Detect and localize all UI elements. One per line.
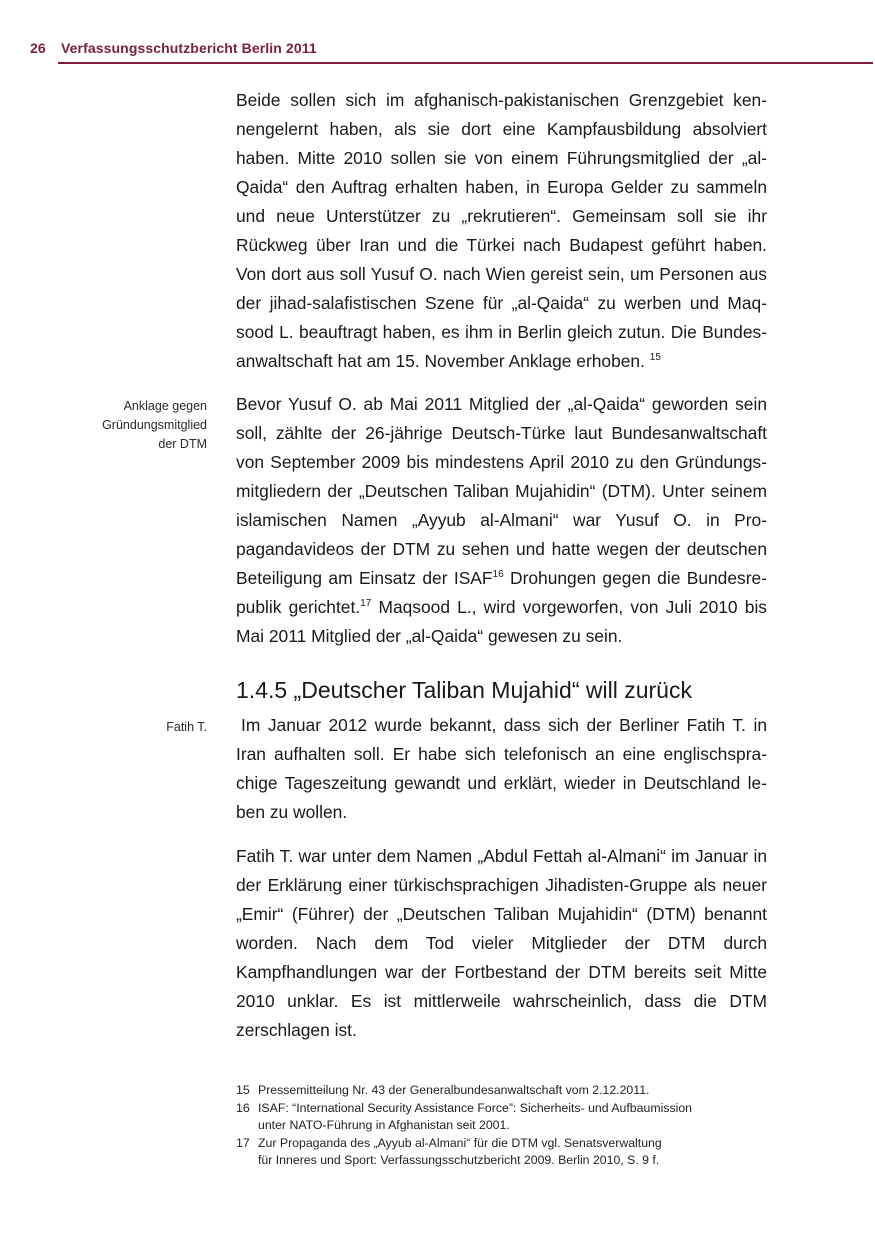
section-heading: 1.4.5 „Deutscher Taliban Mujahid“ will zurück	[236, 677, 692, 703]
footnote-text: Zur Propaganda des „Ayyub al-Almani“ für die DTM vgl. Senatsverwaltung	[258, 1135, 662, 1150]
footnote-number: 17	[236, 1135, 250, 1150]
footnote-15	[236, 1082, 767, 1100]
page-number: 26	[30, 40, 46, 56]
footnote-text: ISAF: “International Security Assistance Force”: Sicherheits- und Aufbaumission	[258, 1100, 693, 1115]
margin-note-fatih	[57, 718, 207, 737]
paragraph-1	[236, 86, 767, 376]
paragraph-2	[236, 390, 767, 651]
paragraph-2-text-b: Drohungen gegen die Bundesrepublik gerichtet.	[236, 568, 767, 617]
header-rule	[58, 62, 873, 64]
margin-note-anklage	[57, 397, 207, 454]
paragraph-3-text: Im Januar 2012 wurde bekannt, dass sich der Berliner Fatih T. in Iran aufhalten soll. Er habe sich telefonisch an eine englischsprachige Tageszeitung gewandt und erklärt, wieder in Deutschland leben zu wollen.	[236, 715, 767, 822]
page-header	[30, 38, 875, 66]
report-title: Verfassungsschutzbericht Berlin 2011	[61, 40, 317, 56]
margin-note-line: Anklage gegen	[123, 399, 207, 413]
footnotes	[236, 1082, 767, 1170]
paragraph-2-text-c: Maqsood L., wird vorgeworfen, von Juli 2010 bis Mai 2011 Mitglied der „al-Qaida“ gewesen zu sein.	[236, 597, 768, 646]
footnote-ref-17[interactable]: 17	[360, 598, 372, 609]
footnote-16	[236, 1100, 767, 1135]
footnote-ref-16[interactable]: 16	[492, 569, 504, 580]
paragraph-4	[236, 842, 767, 1045]
paragraph-4-text: Fatih T. war unter dem Namen „Abdul Fettah al-Almani“ im Januar in der Erklärung einer türkischsprachigen Jihadisten-Gruppe als neuer „Emir“ (Führer) der „Deutschen Taliban Mujahidin“ (DTM) benannt worden. Nach dem Tod vieler Mitglieder der DTM durch Kampfhandlungen war der Fortbestand der DTM bereits seit Mitte 2010 unklar. Es ist mittlerweile wahrscheinlich, dass die DTM zerschlagen ist.	[236, 846, 767, 1040]
footnote-number: 16	[236, 1100, 250, 1115]
footnote-text: Pressemitteilung Nr. 43 der Generalbundesanwaltschaft vom 2.12.2011.	[258, 1083, 650, 1097]
margin-note-line: der DTM	[158, 437, 207, 451]
margin-note-line: Gründungsmitglied	[102, 418, 207, 432]
paragraph-3	[236, 711, 767, 827]
footnote-number: 15	[236, 1083, 250, 1097]
paragraph-1-text: Beide sollen sich im afghanisch-pakistanischen Grenzgebiet kennengelernt haben, als sie dort eine Kampfausbildung absolviert haben. Mitte 2010 sollen sie von einem Führungsmitglied der „al-Qaida“ den Auftrag erhalten haben, in Europa Gelder zu sammeln und neue Unterstützer zu „rekrutieren“. Gemeinsam soll sie ihr Rückweg über Iran und die Türkei nach Budapest geführt haben. Von dort aus soll Yusuf O. nach Wien gereist sein, um Personen aus der jihad-salafistischen Szene für „al-Qaida“ zu werben und Maqsood L. beauftragt haben, es ihm in Berlin gleich zutun. Die Bundesanwaltschaft hat am 15. November Anklage erhoben.	[236, 90, 767, 371]
footnote-17	[236, 1135, 767, 1170]
margin-note-line: Fatih T.	[166, 720, 207, 734]
paragraph-2-text-a: Bevor Yusuf O. ab Mai 2011 Mitglied der „al-Qaida“ geworden sein soll, zählte der 26-jährige Deutsch-Türke laut Bundesanwaltschaft von September 2009 bis mindestens April 2010 zu den Gründungsmitgliedern der „Deutschen Taliban Mujahidin“ (DTM). Unter seinem islamischen Namen „Ayyub al-Almani“ war Yusuf O. in Propagandavideos der DTM zu sehen und hatte wegen der deutschen Beteiligung am Einsatz der ISAF	[236, 394, 767, 588]
footnote-ref-15[interactable]: 15	[649, 352, 661, 363]
footnote-text: unter NATO-Führung in Afghanistan seit 2001.	[258, 1118, 510, 1132]
footnote-text: für Inneres und Sport: Verfassungsschutzbericht 2009. Berlin 2010, S. 9 f.	[258, 1153, 660, 1167]
